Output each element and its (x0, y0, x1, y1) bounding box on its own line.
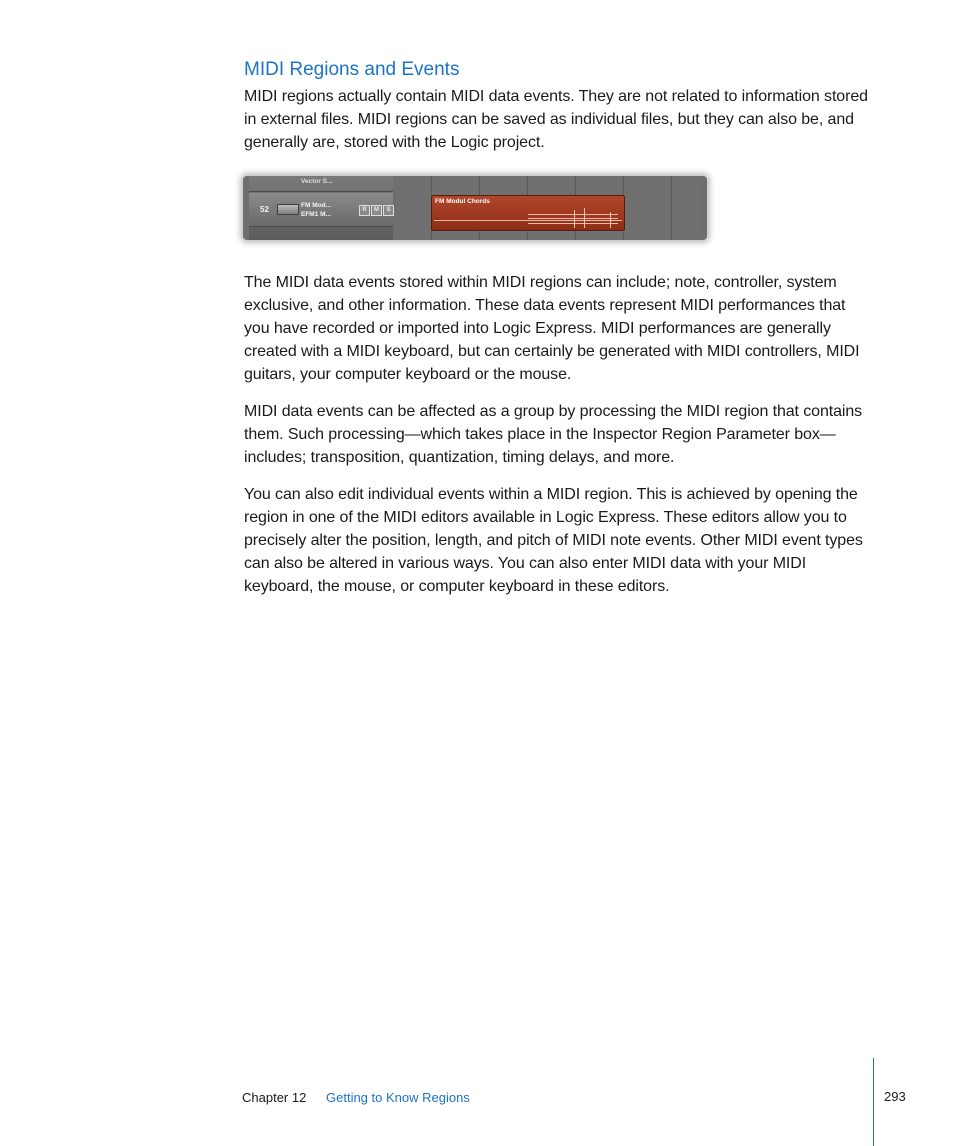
note-event (584, 208, 585, 228)
track-row-previous (249, 176, 393, 192)
note-event (574, 210, 575, 228)
chapter-title: Getting to Know Regions (326, 1090, 470, 1105)
mute-button[interactable]: M (371, 205, 382, 216)
note-event (434, 220, 622, 221)
note-event (528, 218, 618, 219)
paragraph-intro: MIDI regions actually contain MIDI data events. They are not related to information stored in external files. MIDI regions can be saved as individual files, but they can also be, and generally are, stored with the Logic project. (244, 88, 868, 151)
track-number: 52 (260, 205, 269, 214)
track-name-line2: EFM1 M... (301, 211, 331, 218)
solo-button[interactable]: S (383, 205, 394, 216)
note-event (528, 214, 618, 215)
section-title: MIDI Regions and Events (244, 59, 460, 80)
note-event (610, 212, 611, 228)
paragraph-processing: MIDI data events can be affected as a group by processing the MIDI region that contains them. Such processing—which takes place in the Inspector Region Parameter box—includes; transposition, quantization, timing delays, and more. (244, 403, 863, 466)
track-row-selected[interactable] (249, 193, 393, 227)
instrument-icon (277, 204, 299, 215)
page-number: 293 (884, 1089, 906, 1104)
page-footer (0, 1085, 954, 1145)
note-event (528, 223, 618, 224)
region-name: FM Modul Chords (435, 198, 490, 205)
grid-line (671, 176, 672, 240)
paragraph-editing: You can also edit individual events within a MIDI region. This is achieved by opening the region in one of the MIDI editors available in Logic Express. These editors allow you to precisely alter the position, length, and pitch of MIDI note events. Other MIDI event types can also be altered in various ways. You can also enter MIDI data with your MIDI keyboard, the mouse, or computer keyboard in these editors. (244, 486, 863, 595)
arrange-area (395, 176, 701, 240)
chapter-label: Chapter 12 (242, 1090, 307, 1105)
track-name (301, 201, 331, 219)
previous-track-name: Vector S... (301, 178, 333, 185)
arrange-window-screenshot (243, 176, 707, 240)
track-list (249, 176, 393, 240)
paragraph-events: The MIDI data events stored within MIDI regions can include; note, controller, system exclusive, and other information. These data events represent MIDI performances that you have recorded or imported into Logic Express. MIDI performances are generally created with a MIDI keyboard, but can certainly be generated with MIDI controllers, MIDI guitars, your computer keyboard or the mouse. (244, 274, 860, 383)
record-enable-button[interactable]: R (359, 205, 370, 216)
main-content (244, 58, 874, 612)
footer-divider (873, 1058, 874, 1146)
midi-region[interactable] (431, 195, 625, 231)
track-name-line1: FM Mod... (301, 202, 331, 209)
